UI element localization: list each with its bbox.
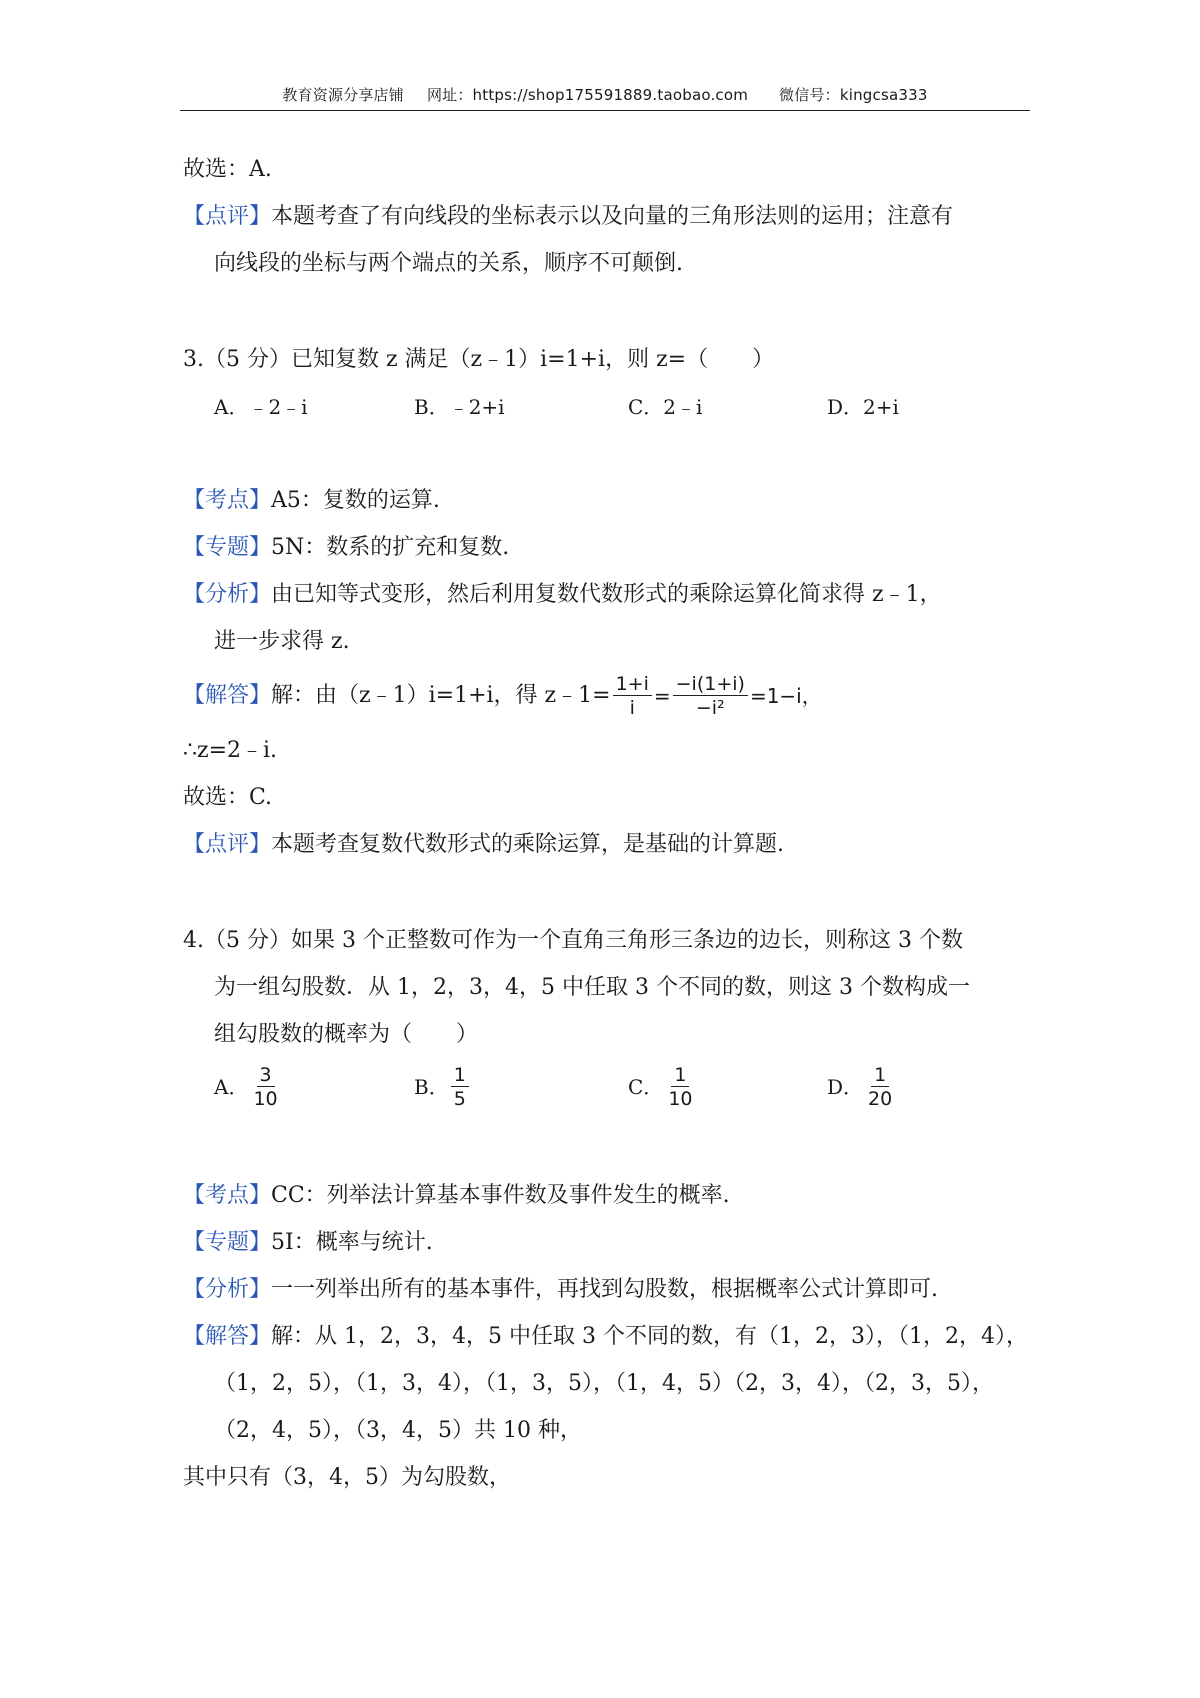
- option-denominator: 20: [868, 1088, 893, 1110]
- jieda-prefix: 解：由（z﹣1）i=1+i，得 z﹣1=: [271, 683, 611, 708]
- q4-jieda-line2: （1，2，5），（1，3，4），（1，3，5），（1，4，5）（2，3，4），（2，3，5），: [214, 1371, 994, 1396]
- fenxi-text: 由已知等式变形，然后利用复数代数形式的乘除运算化简求得 z﹣1，: [271, 582, 942, 607]
- option-label: B．: [414, 1075, 449, 1099]
- q3-kaodian: [183, 486, 440, 516]
- q3-option-d: D．2+i: [827, 395, 899, 419]
- wechat-id: 微信号：kingcsa333: [779, 86, 928, 104]
- q3-fenxi: [183, 580, 942, 610]
- q3-option-a: A．﹣2﹣i: [214, 395, 308, 419]
- option-label: A．: [214, 1075, 249, 1099]
- review-tag: 【点评】: [183, 204, 272, 229]
- jieda-suffix: =1−i，: [749, 684, 822, 708]
- review-text: 本题考查复数代数形式的乘除运算，是基础的计算题.: [271, 832, 785, 857]
- fraction-2-numerator: −i(1+i): [673, 674, 748, 696]
- q3-zhuanti: [183, 533, 509, 563]
- review-tag: 【点评】: [183, 832, 272, 857]
- fenxi-tag: 【分析】: [183, 1277, 272, 1302]
- shop-name: 教育资源分享店铺: [282, 86, 404, 104]
- q4-conclusion: 其中只有（3，4，5）为勾股数，: [183, 1465, 511, 1490]
- prev-review-line2: 向线段的坐标与两个端点的关系，顺序不可颠倒.: [214, 251, 683, 276]
- zhuanti-tag: 【专题】: [183, 535, 272, 560]
- q3-therefore: ∴z=2﹣i.: [183, 738, 278, 763]
- option-numerator: 1: [871, 1065, 889, 1087]
- fraction-1: [613, 674, 652, 718]
- option-fraction: [451, 1065, 469, 1109]
- q4-zhuanti: [183, 1228, 433, 1258]
- q4-kaodian: [183, 1181, 730, 1211]
- fenxi-tag: 【分析】: [183, 582, 272, 607]
- zhuanti-text: 5N：数系的扩充和复数.: [271, 535, 510, 560]
- q3-answer: 故选：C.: [183, 785, 273, 810]
- fenxi-text: 一一列举出所有的基本事件，再找到勾股数，根据概率公式计算即可.: [271, 1277, 939, 1302]
- kaodian-text: A5：复数的运算.: [271, 488, 440, 513]
- q4-option-d: [827, 1065, 897, 1109]
- kaodian-tag: 【考点】: [183, 1183, 272, 1208]
- equals-sign: =: [653, 684, 671, 708]
- option-numerator: 1: [671, 1065, 689, 1087]
- fraction-2-denominator: −i²: [695, 697, 725, 719]
- zhuanti-tag: 【专题】: [183, 1230, 272, 1255]
- review-text: 本题考查了有向线段的坐标表示以及向量的三角形法则的运用；注意有: [271, 204, 954, 229]
- q3-review: [183, 830, 784, 860]
- jieda-text: 解：从 1，2，3，4，5 中任取 3 个不同的数，有（1，2，3），（1，2，4），: [271, 1324, 1028, 1349]
- fraction-2: [673, 674, 748, 718]
- fraction-1-numerator: 1+i: [613, 674, 652, 696]
- q4-stem-line3: 组勾股数的概率为（ ）: [214, 1022, 479, 1047]
- q3-option-c: C．2﹣i: [628, 395, 703, 419]
- q4-option-a: [214, 1065, 283, 1109]
- q3-fenxi-line2: 进一步求得 z.: [214, 629, 350, 654]
- option-denominator: 5: [453, 1088, 466, 1110]
- jieda-tag: 【解答】: [183, 1324, 272, 1349]
- q4-stem-line2: 为一组勾股数．从 1，2，3，4，5 中任取 3 个不同的数，则这 3 个数构成一: [214, 975, 970, 1000]
- q4-jieda-line3: （2，4，5），（3，4，5）共 10 种，: [214, 1418, 582, 1443]
- zhuanti-text: 5I：概率与统计.: [271, 1230, 433, 1255]
- q4-stem-line1: 4.（5 分）如果 3 个正整数可作为一个直角三角形三条边的边长，则称这 3 个数: [183, 928, 963, 953]
- option-denominator: 10: [668, 1088, 693, 1110]
- option-label: C．: [628, 1075, 664, 1099]
- header-rule: [180, 110, 1030, 111]
- kaodian-tag: 【考点】: [183, 488, 272, 513]
- fraction-1-denominator: i: [629, 697, 635, 719]
- option-label: D．: [827, 1075, 864, 1099]
- q3-option-b: B．﹣2+i: [414, 395, 505, 419]
- option-numerator: 1: [451, 1065, 469, 1087]
- option-numerator: 3: [257, 1065, 275, 1087]
- jieda-tag: 【解答】: [183, 683, 272, 708]
- shop-url: 网址：https://shop175591889.taobao.com: [426, 86, 749, 104]
- prev-answer: 故选：A.: [183, 157, 272, 182]
- option-fraction: [665, 1065, 695, 1109]
- q4-option-b: [414, 1065, 471, 1109]
- page-header: [180, 84, 1030, 105]
- option-fraction: [250, 1065, 280, 1109]
- option-fraction: [865, 1065, 895, 1109]
- q3-stem: 3.（5 分）已知复数 z 满足（z﹣1）i=1+i，则 z=（ ）: [183, 347, 775, 372]
- q4-jieda: [183, 1322, 1028, 1352]
- prev-review: [183, 202, 953, 232]
- q4-option-c: [628, 1065, 698, 1109]
- q4-fenxi: [183, 1275, 938, 1305]
- kaodian-text: CC：列举法计算基本事件数及事件发生的概率.: [271, 1183, 730, 1208]
- q3-jieda: [183, 672, 822, 720]
- option-denominator: 10: [253, 1088, 278, 1110]
